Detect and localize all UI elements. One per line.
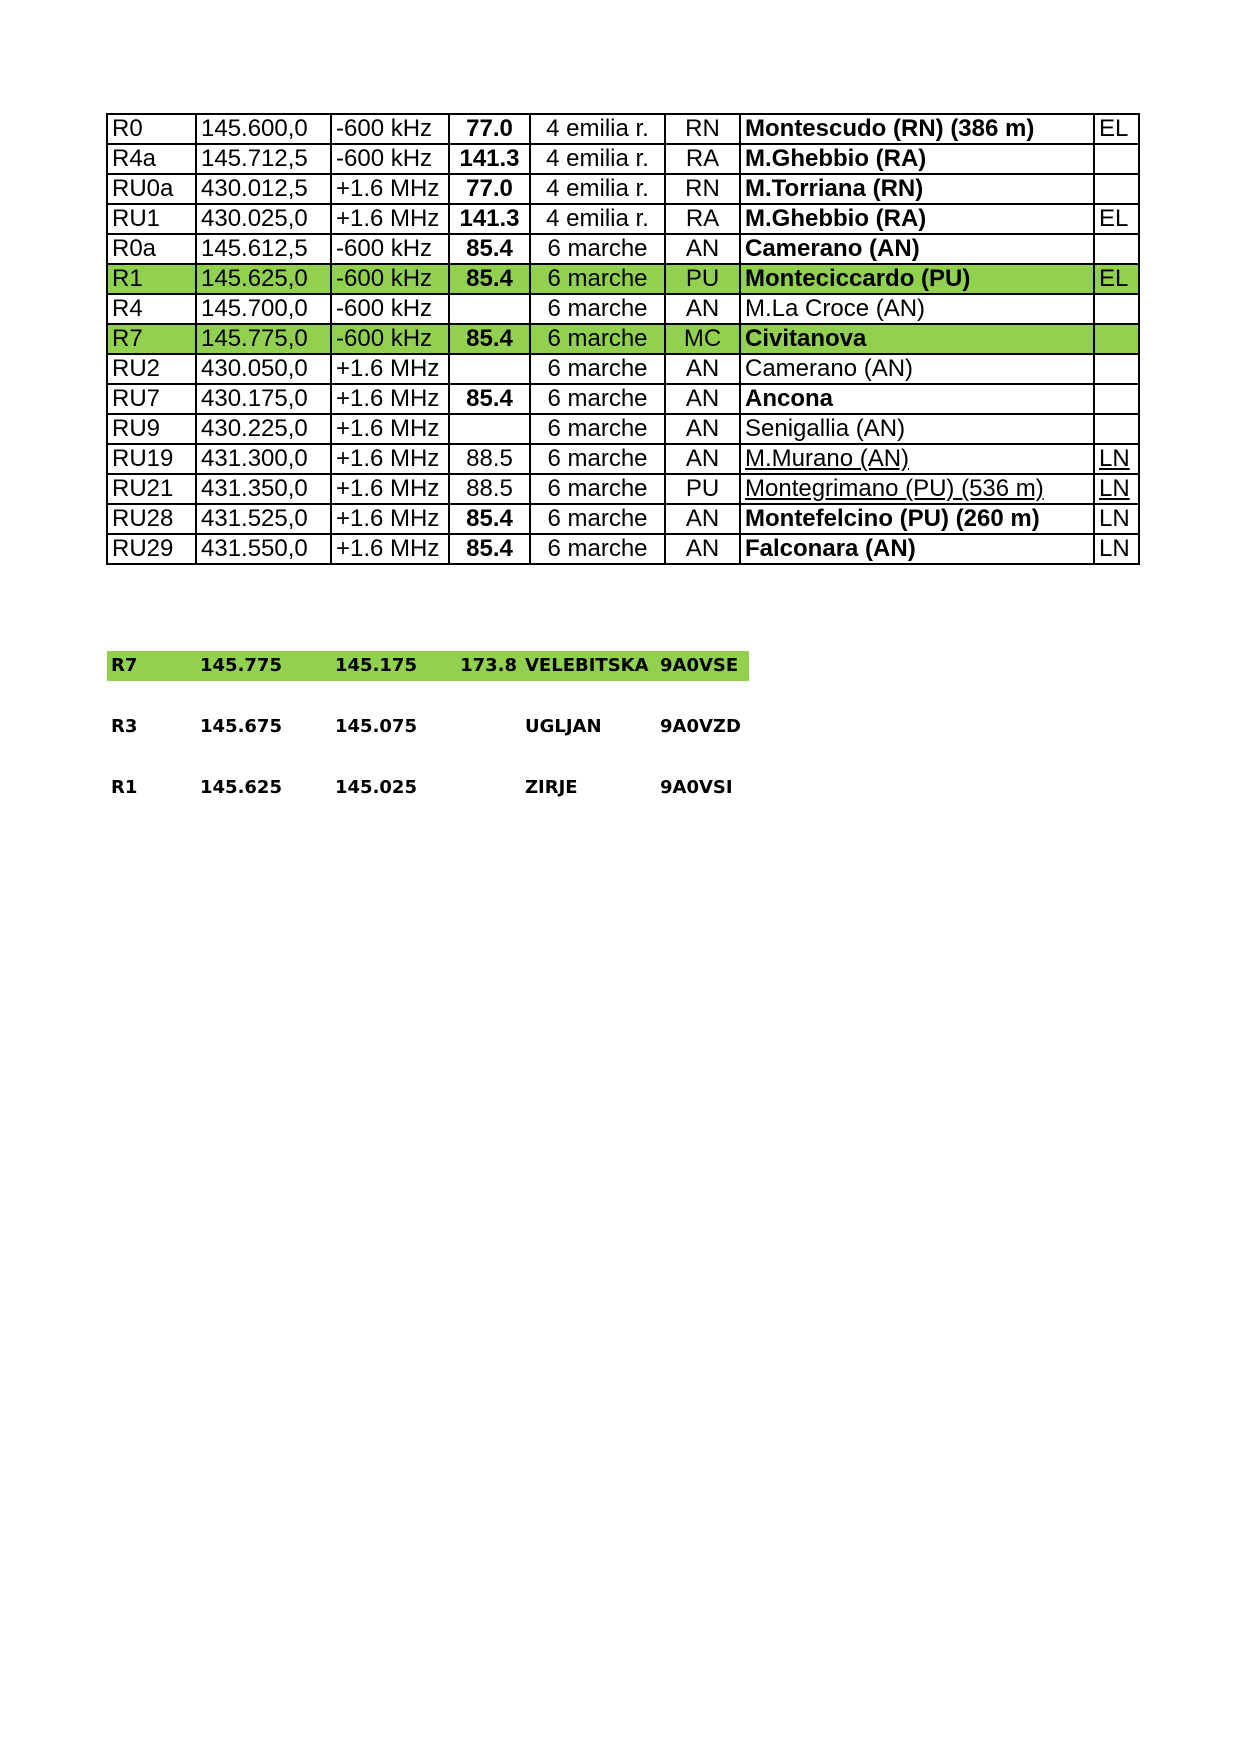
spacer-cell [107, 742, 749, 773]
table-row [107, 354, 1139, 384]
callsign-cell: 9A0VZD [660, 716, 741, 737]
repeater-table-body [107, 114, 1139, 564]
province-cell: RN [665, 114, 740, 144]
shift-cell: +1.6 MHz [331, 414, 449, 444]
region-cell: 6 marche [530, 264, 665, 294]
ctcss-cell [449, 414, 530, 444]
site-cell: Falconara (AN) [740, 534, 1094, 564]
table-row [107, 414, 1139, 444]
ctcss-cell: 77.0 [449, 114, 530, 144]
croatian-repeater-table [107, 651, 749, 803]
ctcss-cell: 88.5 [449, 474, 530, 504]
site-cell: Montescudo (RN) (386 m) [740, 114, 1094, 144]
repeater-id-cell: R1 [111, 777, 138, 798]
name-cell: UGLJAN [525, 716, 602, 737]
frequency-cell: 430.050,0 [196, 354, 331, 384]
site-cell: M.Murano (AN) [740, 444, 1094, 474]
repeater-table [106, 113, 1140, 565]
ctcss-cell: 85.4 [449, 234, 530, 264]
mode-cell [1094, 414, 1139, 444]
ctcss-cell: 173.8 [449, 651, 521, 681]
repeater-id-cell: RU21 [107, 474, 196, 504]
frequency-cell: 145.625,0 [196, 264, 331, 294]
province-cell: PU [665, 474, 740, 504]
site-cell: Civitanova [740, 324, 1094, 354]
repeater-id-cell: R7 [107, 324, 196, 354]
mode-cell [1094, 294, 1139, 324]
table-row [107, 651, 749, 681]
site-cell: Camerano (AN) [740, 354, 1094, 384]
frequency-cell: 431.300,0 [196, 444, 331, 474]
repeater-id-cell: R4a [107, 144, 196, 174]
province-cell: AN [665, 234, 740, 264]
mode-cell: LN [1094, 504, 1139, 534]
repeater-id-cell: RU2 [107, 354, 196, 384]
mode-cell: EL [1094, 204, 1139, 234]
ctcss-cell: 85.4 [449, 384, 530, 414]
site-cell: M.La Croce (AN) [740, 294, 1094, 324]
frequency-cell: 430.012,5 [196, 174, 331, 204]
repeater-id-cell: R1 [107, 264, 196, 294]
input-frequency-cell: 145.025 [335, 777, 417, 798]
ctcss-cell [449, 354, 530, 384]
region-cell: 6 marche [530, 324, 665, 354]
repeater-id-cell: R7 [107, 651, 196, 681]
site-cell: Monteciccardo (PU) [740, 264, 1094, 294]
region-cell: 6 marche [530, 294, 665, 324]
name-cell: ZIRJE [525, 777, 578, 798]
frequency-cell: 145.775,0 [196, 324, 331, 354]
ctcss-cell: 85.4 [449, 504, 530, 534]
frequency-cell: 145.612,5 [196, 234, 331, 264]
spacer-cell [107, 681, 749, 712]
table-row [107, 264, 1139, 294]
shift-cell: -600 kHz [331, 264, 449, 294]
province-cell: AN [665, 444, 740, 474]
frequency-cell: 145.600,0 [196, 114, 331, 144]
ctcss-cell: 85.4 [449, 264, 530, 294]
mode-cell: LN [1094, 444, 1139, 474]
ctcss-cell: 77.0 [449, 174, 530, 204]
region-cell: 6 marche [530, 474, 665, 504]
province-cell: AN [665, 294, 740, 324]
site-cell: Camerano (AN) [740, 234, 1094, 264]
table-row [107, 114, 1139, 144]
shift-cell: +1.6 MHz [331, 474, 449, 504]
region-cell: 4 emilia r. [530, 174, 665, 204]
table-row [107, 504, 1139, 534]
repeater-id-cell: RU7 [107, 384, 196, 414]
frequency-cell: 145.712,5 [196, 144, 331, 174]
province-cell: MC [665, 324, 740, 354]
site-cell: M.Ghebbio (RA) [740, 144, 1094, 174]
mode-cell [1094, 324, 1139, 354]
repeater-id-cell: RU1 [107, 204, 196, 234]
frequency-cell: 431.350,0 [196, 474, 331, 504]
shift-cell: +1.6 MHz [331, 204, 449, 234]
shift-cell: +1.6 MHz [331, 534, 449, 564]
repeater-id-cell: RU29 [107, 534, 196, 564]
province-cell: AN [665, 384, 740, 414]
mode-cell [1094, 234, 1139, 264]
table-row [107, 294, 1139, 324]
province-cell: AN [665, 534, 740, 564]
ctcss-cell: 141.3 [449, 144, 530, 174]
repeater-id-cell: RU28 [107, 504, 196, 534]
province-cell: AN [665, 354, 740, 384]
province-cell: RA [665, 204, 740, 234]
repeater-id-cell: RU0a [107, 174, 196, 204]
input-frequency-cell: 145.175 [331, 651, 449, 681]
ctcss-cell: 85.4 [449, 534, 530, 564]
ctcss-cell: 141.3 [449, 204, 530, 234]
mode-cell: LN [1094, 534, 1139, 564]
site-cell: M.Torriana (RN) [740, 174, 1094, 204]
province-cell: AN [665, 504, 740, 534]
repeater-id-cell: R0 [107, 114, 196, 144]
ctcss-cell [449, 712, 521, 742]
table-row [107, 144, 1139, 174]
spacer-row [107, 681, 749, 712]
shift-cell: -600 kHz [331, 234, 449, 264]
site-cell: Montegrimano (PU) (536 m) [740, 474, 1094, 504]
callsign-cell: 9A0VSE [656, 651, 749, 681]
repeater-id-cell: RU9 [107, 414, 196, 444]
frequency-cell: 431.550,0 [196, 534, 331, 564]
mode-cell [1094, 174, 1139, 204]
province-cell: RN [665, 174, 740, 204]
table-row [107, 534, 1139, 564]
frequency-cell: 430.225,0 [196, 414, 331, 444]
spacer-row [107, 742, 749, 773]
region-cell: 6 marche [530, 414, 665, 444]
frequency-cell: 431.525,0 [196, 504, 331, 534]
shift-cell: +1.6 MHz [331, 174, 449, 204]
region-cell: 6 marche [530, 504, 665, 534]
shift-cell: +1.6 MHz [331, 444, 449, 474]
table-row [107, 204, 1139, 234]
table-row [107, 773, 749, 803]
frequency-cell: 430.025,0 [196, 204, 331, 234]
site-cell: Ancona [740, 384, 1094, 414]
frequency-cell: 145.700,0 [196, 294, 331, 324]
region-cell: 6 marche [530, 354, 665, 384]
region-cell: 4 emilia r. [530, 144, 665, 174]
mode-cell: EL [1094, 114, 1139, 144]
site-cell: M.Ghebbio (RA) [740, 204, 1094, 234]
shift-cell: +1.6 MHz [331, 384, 449, 414]
table-row [107, 474, 1139, 504]
table-row [107, 712, 749, 742]
repeater-id-cell: R3 [111, 716, 138, 737]
shift-cell: -600 kHz [331, 114, 449, 144]
output-frequency-cell: 145.675 [200, 716, 282, 737]
ctcss-cell [449, 294, 530, 324]
mode-cell [1094, 354, 1139, 384]
table-row [107, 384, 1139, 414]
site-cell: Montefelcino (PU) (260 m) [740, 504, 1094, 534]
shift-cell: -600 kHz [331, 144, 449, 174]
repeater-id-cell: R0a [107, 234, 196, 264]
repeater-id-cell: RU19 [107, 444, 196, 474]
province-cell: PU [665, 264, 740, 294]
ctcss-cell: 88.5 [449, 444, 530, 474]
frequency-cell: 430.175,0 [196, 384, 331, 414]
name-cell: VELEBITSKA [521, 651, 656, 681]
region-cell: 6 marche [530, 534, 665, 564]
table-row [107, 444, 1139, 474]
ctcss-cell: 85.4 [449, 324, 530, 354]
region-cell: 4 emilia r. [530, 114, 665, 144]
repeater-id-cell: R4 [107, 294, 196, 324]
region-cell: 4 emilia r. [530, 204, 665, 234]
ctcss-cell [449, 773, 521, 803]
mode-cell [1094, 384, 1139, 414]
region-cell: 6 marche [530, 444, 665, 474]
region-cell: 6 marche [530, 234, 665, 264]
shift-cell: -600 kHz [331, 294, 449, 324]
table-row [107, 324, 1139, 354]
region-cell: 6 marche [530, 384, 665, 414]
output-frequency-cell: 145.775 [196, 651, 331, 681]
site-cell: Senigallia (AN) [740, 414, 1094, 444]
mode-cell [1094, 144, 1139, 174]
table-row [107, 234, 1139, 264]
province-cell: AN [665, 414, 740, 444]
shift-cell: -600 kHz [331, 324, 449, 354]
input-frequency-cell: 145.075 [335, 716, 417, 737]
table-row [107, 174, 1139, 204]
shift-cell: +1.6 MHz [331, 504, 449, 534]
callsign-cell: 9A0VSI [660, 777, 733, 798]
output-frequency-cell: 145.625 [200, 777, 282, 798]
mode-cell: EL [1094, 264, 1139, 294]
shift-cell: +1.6 MHz [331, 354, 449, 384]
croatian-repeater-table-body [107, 651, 749, 803]
mode-cell: LN [1094, 474, 1139, 504]
province-cell: RA [665, 144, 740, 174]
